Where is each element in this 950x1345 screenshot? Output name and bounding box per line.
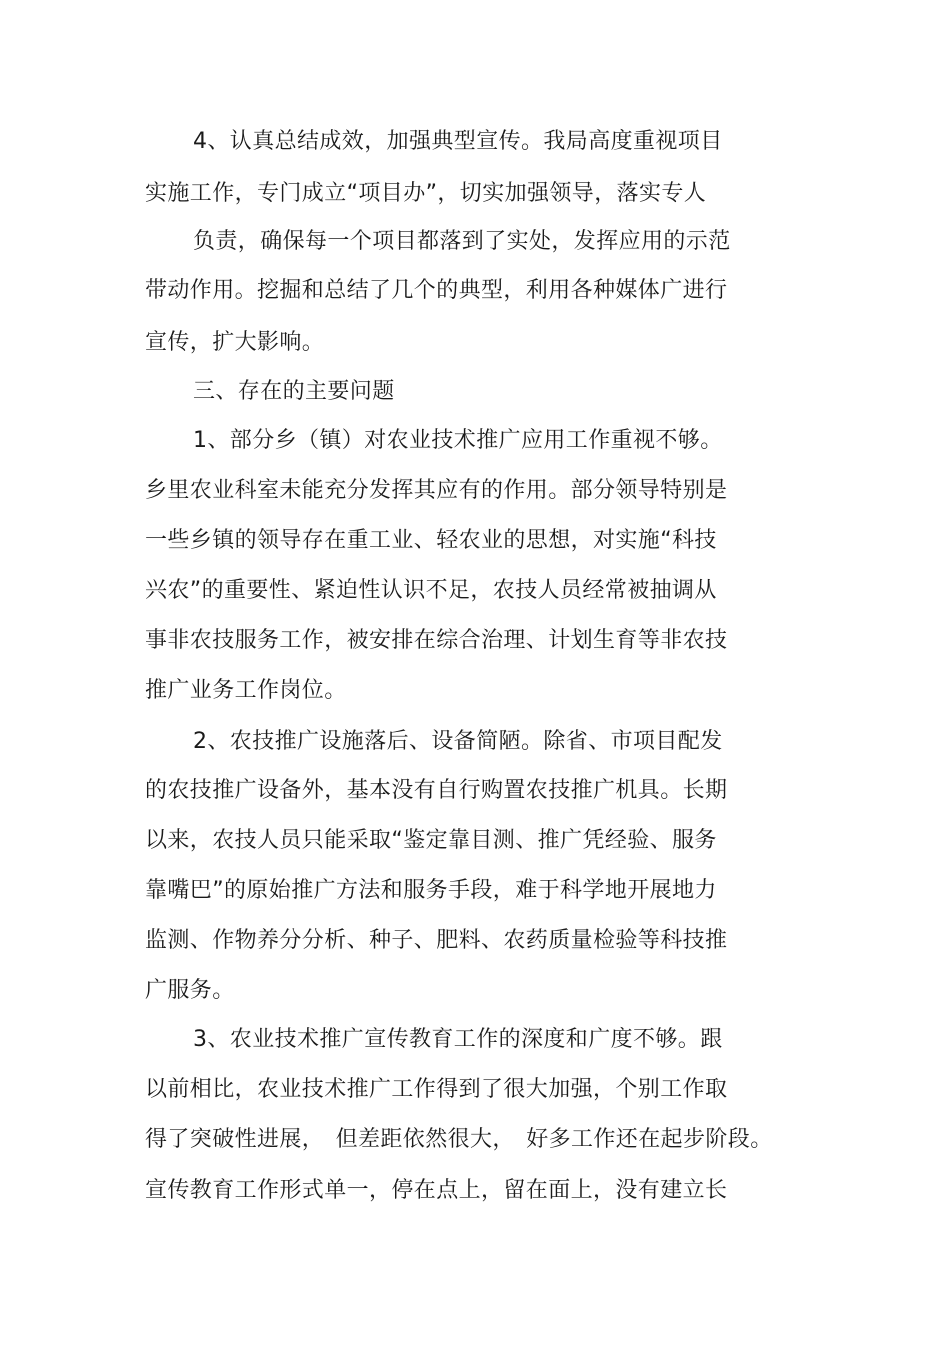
text-line-20: 以前相比，农业技术推广工作得到了很大加强，个别工作取 — [145, 1077, 728, 1102]
text-line-15: 以来，农技人员只能采取“鉴定靠目测、推广凭经验、服务 — [145, 828, 717, 853]
text-line-4: 带动作用。挖掘和总结了几个的典型，利用各种媒体广进行 — [145, 278, 728, 303]
text-line-3: 负责，确保每一个项目都落到了实处，发挥应用的示范 — [193, 229, 731, 254]
text-line-2: 实施工作，专门成立“项目办”，切实加强领导，落实专人 — [145, 181, 707, 206]
text-line-16: 靠嘴巴”的原始推广方法和服务手段，难于科学地开展地力 — [145, 878, 717, 903]
text-line-17: 监测、作物养分分析、种子、肥料、农药质量检验等科技推 — [145, 928, 728, 953]
text-line-19: 3、农业技术推广宣传教育工作的深度和广度不够。跟 — [193, 1027, 723, 1052]
section-heading: 三、存在的主要问题 — [193, 379, 395, 404]
text-line-21: 得了突破性进展， 但差距依然很大， 好多工作还在起步阶段。 — [145, 1127, 773, 1152]
text-line-12: 推广业务工作岗位。 — [145, 678, 347, 703]
text-line-11: 事非农技服务工作，被安排在综合治理、计划生育等非农技 — [145, 628, 728, 653]
text-line-18: 广服务。 — [145, 978, 235, 1003]
text-line-1: 4、认真总结成效，加强典型宣传。我局高度重视项目 — [193, 129, 723, 154]
text-line-13: 2、农技推广设施落后、设备简陋。除省、市项目配发 — [193, 729, 723, 754]
text-line-7: 1、部分乡（镇）对农业技术推广应用工作重视不够。 — [193, 428, 723, 453]
text-line-22: 宣传教育工作形式单一，停在点上，留在面上，没有建立长 — [145, 1178, 728, 1203]
text-line-14: 的农技推广设备外，基本没有自行购置农技推广机具。长期 — [145, 778, 728, 803]
text-line-10: 兴农”的重要性、紧迫性认识不足，农技人员经常被抽调从 — [145, 578, 717, 603]
text-line-9: 一些乡镇的领导存在重工业、轻农业的思想，对实施“科技 — [145, 528, 717, 553]
text-line-5: 宣传，扩大影响。 — [145, 330, 325, 355]
text-line-8: 乡里农业科室未能充分发挥其应有的作用。部分领导特别是 — [145, 478, 728, 503]
